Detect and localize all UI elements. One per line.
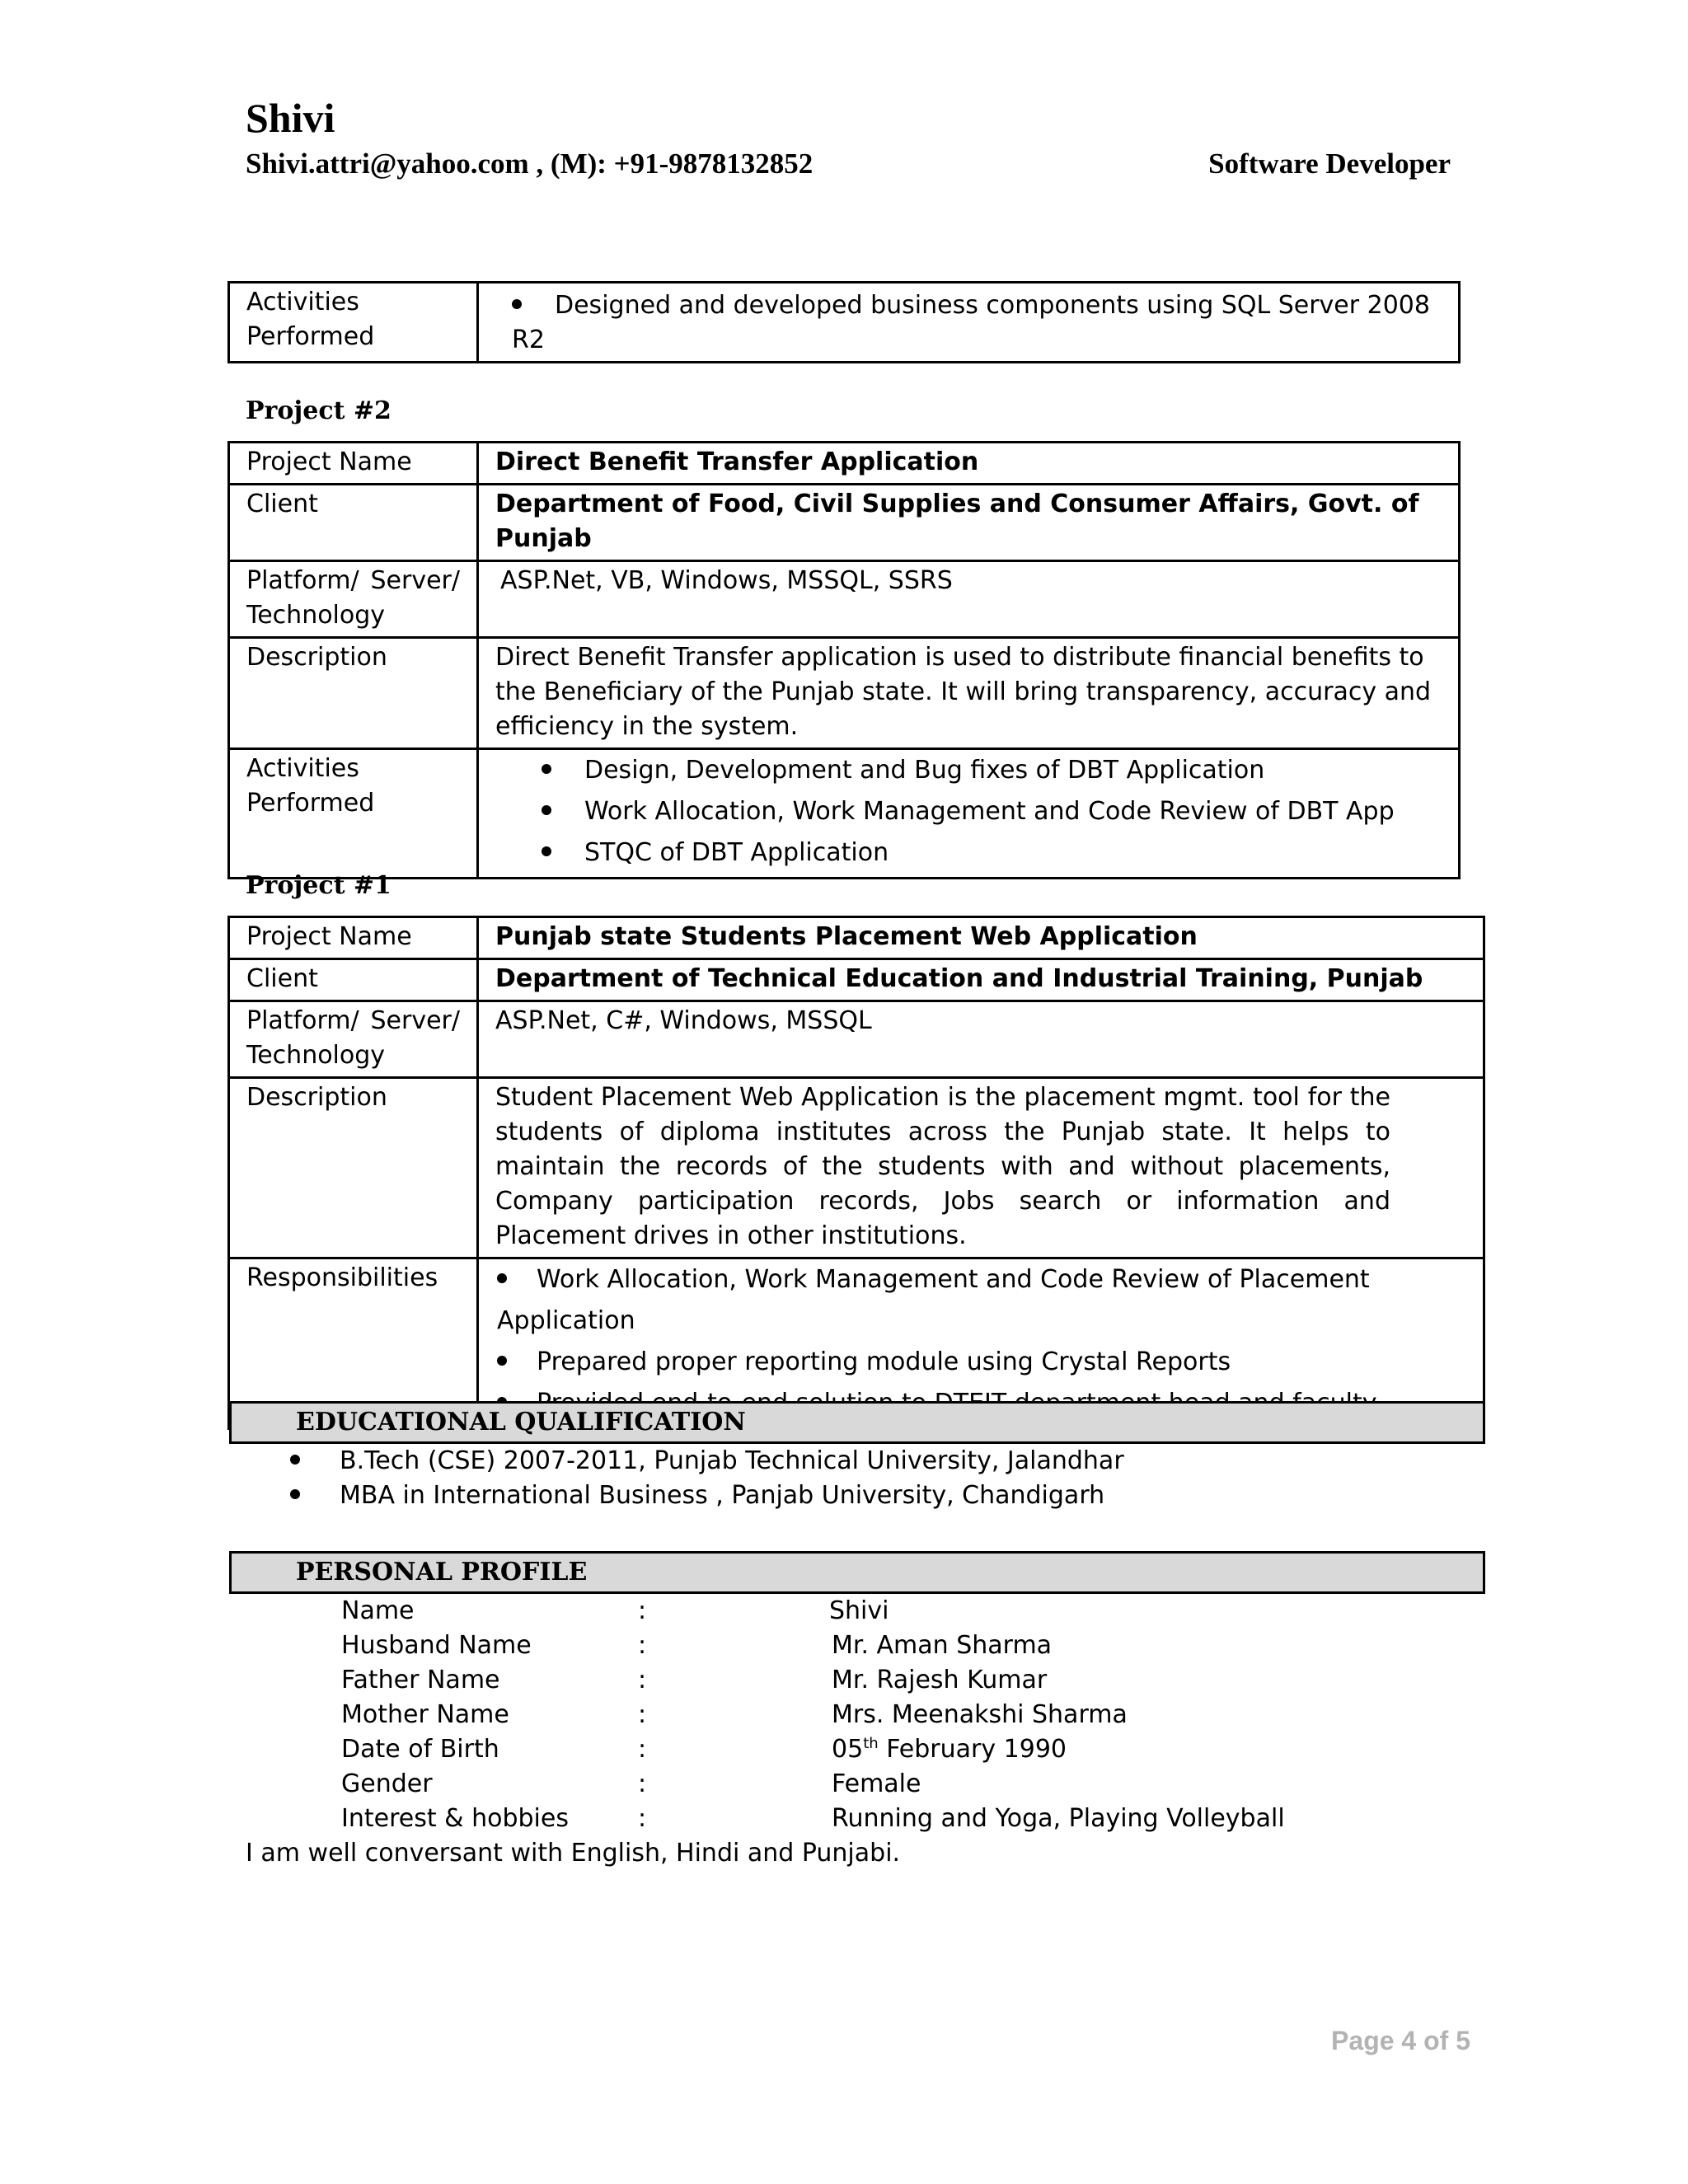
profile-value: Running and Yoga, Playing Volleyball bbox=[832, 1804, 1285, 1833]
description-label: Description bbox=[229, 638, 478, 749]
list-item: Work Allocation, Work Management and Code Review of Placement Application bbox=[497, 1265, 1370, 1335]
table-row bbox=[229, 443, 1460, 485]
table-row bbox=[229, 1078, 1484, 1258]
contact-line: Shivi.attri@yahoo.com , (M): +91-9878132852 bbox=[246, 148, 814, 180]
table-row bbox=[229, 283, 1460, 363]
activities-cell bbox=[478, 283, 1460, 363]
job-role: Software Developer bbox=[1208, 148, 1451, 180]
profile-row bbox=[341, 1663, 1330, 1698]
profile-row bbox=[341, 1732, 1330, 1767]
profile-separator: : bbox=[638, 1700, 647, 1729]
project-name-label: Project Name bbox=[229, 443, 478, 485]
table-row bbox=[229, 1001, 1484, 1078]
profile-key: Father Name bbox=[341, 1666, 500, 1694]
education-heading: EDUCATIONAL QUALIFICATION bbox=[229, 1401, 1485, 1444]
profile-row bbox=[341, 1629, 1330, 1663]
bullet-icon bbox=[497, 1356, 507, 1366]
profile-separator: : bbox=[638, 1666, 647, 1694]
client-label: Client bbox=[229, 485, 478, 561]
project2-table bbox=[227, 441, 1461, 879]
project-name-label: Project Name bbox=[229, 917, 478, 959]
platform-value: ASP.Net, C#, Windows, MSSQL bbox=[478, 1001, 1484, 1078]
client-label: Client bbox=[229, 959, 478, 1001]
profile-row bbox=[341, 1698, 1330, 1732]
list-item: MBA in International Business , Panjab University, Chandigarh bbox=[290, 1479, 1124, 1513]
project1-table bbox=[227, 916, 1485, 1430]
activities-label: Activities Performed bbox=[229, 283, 478, 363]
profile-key: Interest & hobbies bbox=[341, 1804, 569, 1833]
profile-value: Shivi bbox=[829, 1596, 889, 1625]
profile-row bbox=[341, 1594, 1330, 1629]
list-item: STQC of DBT Application bbox=[542, 832, 1442, 874]
profile-row bbox=[341, 1767, 1330, 1802]
profile-value: Mr. Rajesh Kumar bbox=[832, 1666, 1048, 1694]
personal-profile-list bbox=[341, 1594, 1330, 1836]
table-row bbox=[229, 561, 1460, 638]
activities-label: Activities Performed bbox=[229, 749, 478, 879]
profile-key: Date of Birth bbox=[341, 1735, 499, 1764]
profile-key: Name bbox=[341, 1596, 415, 1625]
platform-label: Platform/ Server/ Technology bbox=[229, 1001, 478, 1078]
bullet-icon bbox=[542, 764, 551, 774]
list-item: Prepared proper reporting module using Crystal Reports bbox=[497, 1342, 1475, 1383]
bullet-icon bbox=[542, 846, 551, 856]
project2-heading: Project #2 bbox=[246, 396, 392, 425]
platform-label: Platform/ Server/ Technology bbox=[229, 561, 478, 638]
table-row bbox=[229, 749, 1460, 879]
profile-separator: : bbox=[638, 1735, 647, 1764]
profile-value: Female bbox=[832, 1769, 921, 1798]
table-row bbox=[229, 959, 1484, 1001]
bullet-icon bbox=[290, 1455, 300, 1465]
description-label: Description bbox=[229, 1078, 478, 1258]
profile-value: 05th February 1990 bbox=[832, 1735, 1067, 1764]
bullet-icon bbox=[512, 299, 522, 309]
personal-profile-heading: PERSONAL PROFILE bbox=[229, 1551, 1485, 1594]
page-number: Page 4 of 5 bbox=[1331, 2026, 1470, 2055]
profile-value: Mrs. Meenakshi Sharma bbox=[832, 1700, 1128, 1729]
profile-separator: : bbox=[638, 1769, 647, 1798]
list-item: Design, Development and Bug fixes of DBT Application bbox=[542, 750, 1442, 791]
description-value: Direct Benefit Transfer application is used to distribute financial benefits to the Beneficiary of the Punjab state. It will bring transparency, accuracy and efficiency in the system. bbox=[478, 638, 1460, 749]
profile-key: Husband Name bbox=[341, 1631, 532, 1660]
bullet-icon bbox=[542, 805, 551, 815]
table-row bbox=[229, 638, 1460, 749]
profile-value: Mr. Aman Sharma bbox=[832, 1631, 1053, 1660]
candidate-name: Shivi bbox=[246, 95, 335, 141]
table-row bbox=[229, 485, 1460, 561]
project-name-value: Direct Benefit Transfer Application bbox=[478, 443, 1460, 485]
description-value: Student Placement Web Application is the placement mgmt. tool for the students of diploma institutes across the Punjab state. It helps to maintain the records of the students with and without placements, Company participation records, Jobs search or information and Placement drives in other institutions. bbox=[478, 1078, 1484, 1258]
bullet-icon bbox=[290, 1489, 300, 1499]
client-value: Department of Food, Civil Supplies and Consumer Affairs, Govt. of Punjab bbox=[478, 485, 1460, 561]
list-item: Work Allocation, Work Management and Code Review of DBT App bbox=[542, 791, 1442, 832]
list-item: B.Tech (CSE) 2007-2011, Punjab Technical University, Jalandhar bbox=[290, 1444, 1124, 1479]
profile-separator: : bbox=[638, 1631, 647, 1660]
project1-heading: Project #1 bbox=[246, 871, 392, 900]
bullet-icon bbox=[497, 1273, 507, 1283]
languages-statement: I am well conversant with English, Hindi and Punjabi. bbox=[246, 1839, 901, 1868]
profile-separator: : bbox=[638, 1804, 647, 1833]
table-row bbox=[229, 917, 1484, 959]
education-list bbox=[290, 1444, 1124, 1513]
client-value: Department of Technical Education and Industrial Training, Punjab bbox=[478, 959, 1484, 1001]
activities-table bbox=[227, 281, 1461, 363]
profile-key: Mother Name bbox=[341, 1700, 509, 1729]
list-item: Designed and developed business components using SQL Server 2008 R2 bbox=[512, 291, 1430, 354]
project-name-value: Punjab state Students Placement Web Application bbox=[478, 917, 1484, 959]
profile-separator: : bbox=[638, 1596, 647, 1625]
profile-row bbox=[341, 1802, 1330, 1836]
responsibilities-label: Responsibilities bbox=[229, 1258, 478, 1429]
activities-cell bbox=[478, 749, 1460, 879]
profile-key: Gender bbox=[341, 1769, 433, 1798]
platform-value: ASP.Net, VB, Windows, MSSQL, SSRS bbox=[478, 561, 1460, 638]
